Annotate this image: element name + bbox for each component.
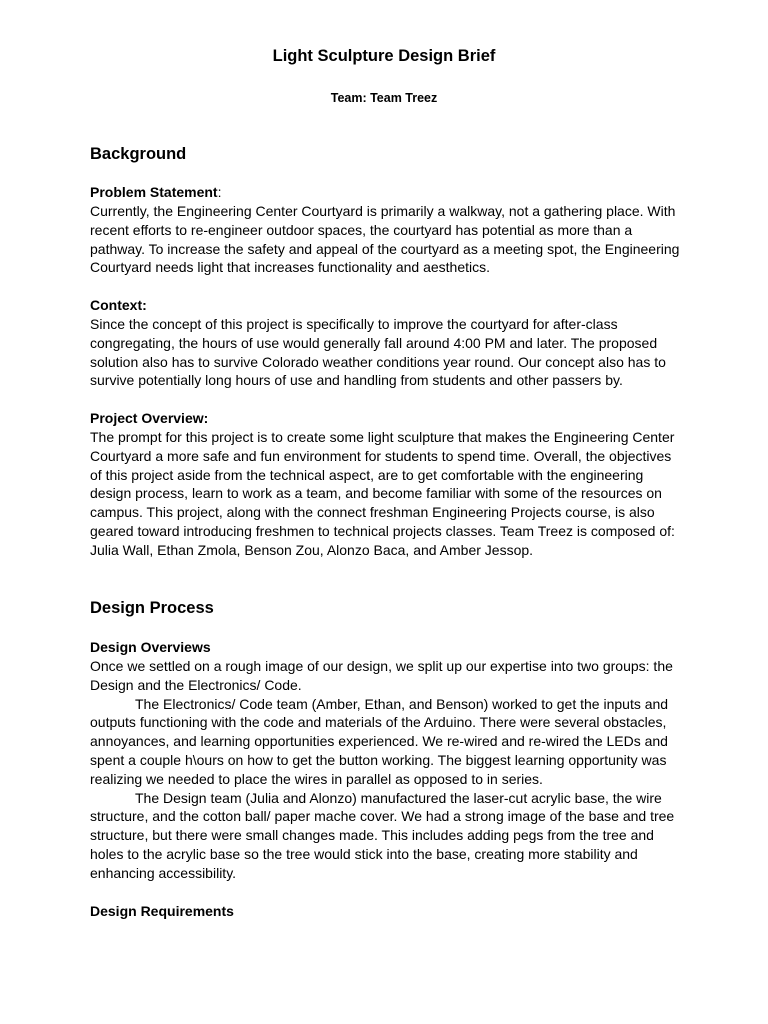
text-line: spent a couple h\ours on how to get the button working. The biggest learning opportunity was <box>90 751 667 768</box>
problem-statement-text <box>90 202 690 277</box>
background-heading: Background <box>90 145 187 163</box>
project-overview-label: Project Overview: <box>90 410 209 426</box>
text-line: campus. This project, along with the connect freshman Engineering Projects course, is also <box>90 504 655 521</box>
text-line: outputs functioning with the code and materials of the Arduino. There were several obstacles, <box>90 714 667 731</box>
text-line: holes to the acrylic base so the tree would stick into the base, creating more stability and <box>90 845 638 862</box>
text-line: The prompt for this project is to create some light sculpture that makes the Engineering Center <box>90 429 675 445</box>
text-line: The Electronics/ Code team (Amber, Ethan, and Benson) worked to get the inputs and <box>135 695 669 712</box>
text-line: recent efforts to re-engineer outdoor spaces, the courtyard has potential as more than a <box>90 221 633 238</box>
text-line: realizing we needed to place the wires in parallel as opposed to in series. <box>90 770 543 787</box>
text-line: congregating, the hours of use would generally fall around 4:00 PM and later. The proposed <box>90 334 658 351</box>
team-name: Team: Team Treez <box>330 91 438 105</box>
text-line: survive potentially long hours of use and handling from students and other passers by. <box>90 372 623 389</box>
design-process-heading: Design Process <box>90 599 214 617</box>
text-line: solution also has to survive Colorado weather conditions year round. Our concept also has to <box>90 353 666 370</box>
text-line: annoyances, and learning opportunities experienced. We re-wired and re-wired the LEDs and <box>90 733 668 750</box>
project-overview-text <box>90 428 690 560</box>
problem-statement-label: Problem Statement: <box>90 184 222 200</box>
text-line: Currently, the Engineering Center Courtyard is primarily a walkway, not a gathering place. With <box>90 203 676 219</box>
text-line: Courtyard a more safe and fun environment for students to spend time. Overall, the objectives <box>90 447 672 464</box>
context-text <box>90 315 690 390</box>
design-requirements-label: Design Requirements <box>90 903 234 919</box>
text-line: Julia Wall, Ethan Zmola, Benson Zou, Alonzo Baca, and Amber Jessop. <box>90 541 534 558</box>
text-line: Once we settled on a rough image of our design, we split up our expertise into two groups: the <box>90 658 673 674</box>
document-title: Light Sculpture Design Brief <box>272 47 496 65</box>
text-line: Since the concept of this project is specifically to improve the courtyard for after-class <box>90 316 618 332</box>
text-line: Design and the Electronics/ Code. <box>90 676 302 693</box>
design-overviews-text <box>90 657 690 883</box>
text-line: design process, learn to work as a team, and become familiar with some of the resources on <box>90 485 662 502</box>
text-line: Courtyard needs light that increases functionality and aesthetics. <box>90 259 491 276</box>
text-line: structure, and the cotton ball/ paper mache cover. We had a strong image of the base and tree <box>90 808 675 825</box>
text-line: enhancing accessibility. <box>90 864 237 881</box>
text-line: geared toward introducing freshmen to technical projects classes. Team Treez is composed of: <box>90 522 675 539</box>
design-overviews-label: Design Overviews <box>90 639 211 655</box>
text-line: The Design team (Julia and Alonzo) manufactured the laser-cut acrylic base, the wire <box>135 789 662 806</box>
text-line: of this project aside from the technical aspect, are to get comfortable with the engineering <box>90 466 644 483</box>
text-line: structure, but there were small changes made. This includes adding pegs from the tree and <box>90 827 654 844</box>
context-label: Context: <box>90 297 147 313</box>
text-line: pathway. To increase the safety and appeal of the courtyard as a meeting spot, the Engineering <box>90 240 680 257</box>
